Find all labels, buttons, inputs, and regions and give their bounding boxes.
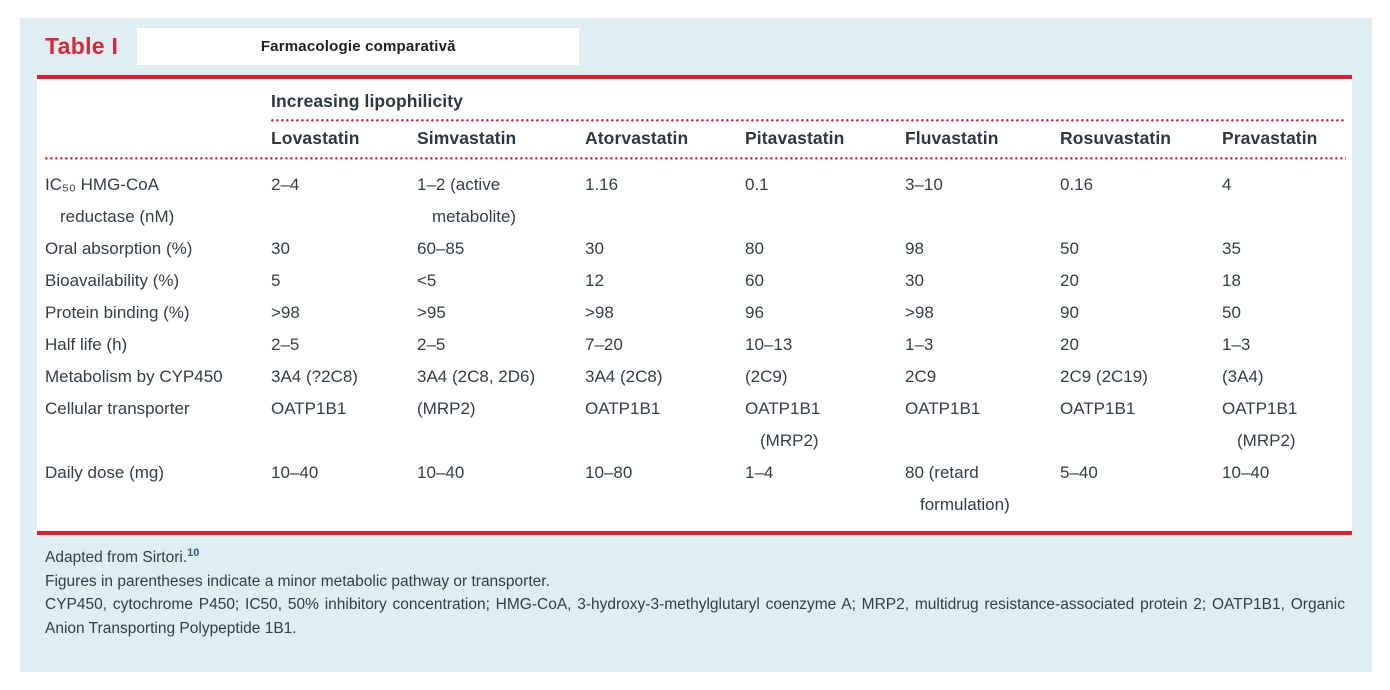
table-cell: [585, 329, 745, 361]
citation-ref[interactable]: 10: [187, 546, 200, 559]
table-cell: [905, 457, 1060, 521]
table-cell: [905, 169, 1060, 233]
table-row: [45, 393, 1346, 457]
table-cell: [1060, 457, 1222, 521]
table-cell-line: 10–40: [417, 463, 465, 482]
row-label: [45, 297, 271, 329]
table-cell-line: 35: [1222, 239, 1241, 258]
table-cell-line: 20: [1060, 335, 1079, 354]
table-cell-line: 5: [271, 271, 281, 290]
table-cell-line: (3A4): [1222, 367, 1264, 386]
row-label-line: Bioavailability (%): [45, 271, 180, 290]
table-cell: [585, 297, 745, 329]
table-cell: [745, 233, 905, 265]
table-cell-line: 7–20: [585, 335, 623, 354]
table-cell: [585, 361, 745, 393]
table-label: Table I: [45, 33, 119, 59]
table-cell-line: 3A4 (2C8, 2D6): [417, 367, 536, 386]
table-row: [45, 169, 1346, 233]
table-cell-line: OATP1B1: [1060, 399, 1136, 418]
column-header-rosuvastatin: Rosuvastatin: [1060, 128, 1172, 148]
table-cell: [585, 169, 745, 233]
table-cell-line: OATP1B1: [905, 399, 981, 418]
table-cell: [1060, 265, 1222, 297]
table-cell-line: 5–40: [1060, 463, 1098, 482]
table-title: Farmacologie comparativă: [260, 38, 456, 55]
table-cell: [417, 393, 585, 457]
table-cell-line: 96: [745, 303, 764, 322]
table-row: [45, 265, 1346, 297]
table-row: [45, 329, 1346, 361]
row-label: [45, 265, 271, 297]
row-label-line: Half life (h): [45, 335, 128, 354]
table-cell: [585, 457, 745, 521]
table-cell-line: 60: [745, 271, 764, 290]
table-cell-line: 1–3: [905, 335, 934, 354]
table-cell: [271, 169, 417, 233]
table-row: [45, 361, 1346, 393]
table-cell: [271, 265, 417, 297]
row-label-line: Daily dose (mg): [45, 463, 165, 482]
table-cell-line: 3–10: [905, 175, 943, 194]
table-cell: [417, 297, 585, 329]
table-cell-line: 10–80: [585, 463, 633, 482]
table-rows: [45, 160, 1346, 521]
table-panel: [20, 18, 1372, 672]
footnote-source-text: Adapted from Sirtori.: [45, 549, 188, 566]
table-cell-line: 60–85: [417, 239, 465, 258]
table-row: [45, 457, 1346, 521]
table-cell-line: 90: [1060, 303, 1079, 322]
row-label-line: Protein binding (%): [45, 303, 190, 322]
table-cell: [745, 361, 905, 393]
table-cell-line: 2–4: [271, 175, 300, 194]
column-header-atorvastatin: Atorvastatin: [585, 128, 689, 148]
table-row: [45, 297, 1346, 329]
table-cell-line: metabolite): [432, 207, 517, 226]
table-cell: [1222, 265, 1346, 297]
row-label-line: Metabolism by CYP450: [45, 367, 223, 386]
table-cell-line: 2–5: [271, 335, 300, 354]
table-cell: [417, 169, 585, 233]
row-label-line: reductase (nM): [60, 207, 175, 226]
table-cell: [1222, 361, 1346, 393]
table-cell: [1060, 361, 1222, 393]
table-cell-line: 80 (retard: [905, 463, 979, 482]
row-label: [45, 361, 271, 393]
table-cell-line: (MRP2): [1237, 431, 1296, 450]
table-cell-line: 2–5: [417, 335, 446, 354]
table-header: [20, 18, 1372, 75]
column-header-pitavastatin: Pitavastatin: [745, 128, 845, 148]
table-cell: [271, 457, 417, 521]
table-cell: [905, 361, 1060, 393]
table-cell-line: 1–4: [745, 463, 774, 482]
table-cell: [905, 265, 1060, 297]
table-cell-line: >98: [585, 303, 614, 322]
table-cell: [1222, 297, 1346, 329]
table-cell: [905, 233, 1060, 265]
group-header-main: [271, 79, 1346, 122]
table-cell: [417, 233, 585, 265]
table-cell-line: 3A4 (2C8): [585, 367, 663, 386]
table-cell-line: >98: [271, 303, 300, 322]
table-cell-line: 50: [1222, 303, 1241, 322]
group-header-row: [45, 79, 1346, 122]
column-header-lovastatin: Lovastatin: [271, 128, 360, 148]
table-cell: [271, 393, 417, 457]
table-cell-line: (2C9): [745, 367, 788, 386]
row-label-line: Cellular transporter: [45, 399, 190, 418]
table-cell: [1222, 393, 1346, 457]
table-cell: [1222, 233, 1346, 265]
row-label: [45, 233, 271, 265]
table-cell-line: 18: [1222, 271, 1241, 290]
table-row: [45, 233, 1346, 265]
table-cell: [1222, 169, 1346, 233]
table-cell-line: 0.16: [1060, 175, 1094, 194]
table-body: [37, 79, 1352, 531]
table-cell-line: 1–2 (active: [417, 175, 501, 194]
table-cell-line: 3A4 (?2C8): [271, 367, 358, 386]
table-cell: [1060, 233, 1222, 265]
table-cell: [417, 457, 585, 521]
table-cell: [1060, 169, 1222, 233]
table-cell: [417, 329, 585, 361]
table-cell: [745, 329, 905, 361]
table-cell: [745, 265, 905, 297]
table-cell: [271, 329, 417, 361]
table-cell-line: 2C9 (2C19): [1060, 367, 1148, 386]
table-cell: [905, 297, 1060, 329]
table-cell-line: 30: [585, 239, 604, 258]
table-cell-line: 30: [271, 239, 290, 258]
row-label-header-empty: [45, 122, 271, 157]
table-cell-line: 1.16: [585, 175, 619, 194]
footnote-note: Figures in parentheses indicate a minor metabolic pathway or transporter.: [45, 572, 550, 590]
column-header-simvastatin: Simvastatin: [417, 128, 517, 148]
table-cell-line: 30: [905, 271, 924, 290]
table-cell-line: 10–40: [1222, 463, 1270, 482]
table-cell-line: OATP1B1: [585, 399, 661, 418]
group-header-spacer: [45, 79, 271, 122]
row-label: [45, 169, 271, 233]
table-cell-line: 0.1: [745, 175, 769, 194]
table-cell: [1222, 329, 1346, 361]
table-cell: [905, 393, 1060, 457]
footnote-abbreviations: CYP450, cytochrome P450; IC50, 50% inhibitory concentration; HMG-CoA, 3-hydroxy-3-methylglutaryl coenzyme A; MRP2, multidrug resistance-associated protein 2; OATP1B1, Organic Anion Transporting Polypeptide 1B1.: [45, 596, 1345, 637]
group-header: Increasing lipophilicity: [271, 91, 464, 111]
table-cell: [585, 393, 745, 457]
table-cell: [585, 233, 745, 265]
table-cell: [1060, 329, 1222, 361]
footnote-source: [45, 546, 1345, 570]
table-cell: [1060, 297, 1222, 329]
table-cell: [417, 265, 585, 297]
table-cell: [585, 265, 745, 297]
row-label: [45, 457, 271, 521]
table-cell-line: 12: [585, 271, 604, 290]
table-cell-line: OATP1B1: [271, 399, 347, 418]
table-cell-line: 2C9: [905, 367, 937, 386]
table-cell-line: 1–3: [1222, 335, 1251, 354]
table-cell: [271, 361, 417, 393]
table-cell: [745, 169, 905, 233]
table-cell-line: 50: [1060, 239, 1079, 258]
table-cell: [1222, 457, 1346, 521]
footnotes: [20, 535, 1372, 640]
table-cell-line: >98: [905, 303, 934, 322]
table-cell-line: OATP1B1: [745, 399, 821, 418]
column-header-row: [45, 122, 1346, 157]
row-label-line: Oral absorption (%): [45, 239, 193, 258]
table-cell-line: formulation): [920, 495, 1010, 514]
table-cell-line: OATP1B1: [1222, 399, 1298, 418]
row-label-line: IC₅₀ HMG-CoA: [45, 175, 160, 194]
table-cell-line: >95: [417, 303, 446, 322]
table-cell: [271, 297, 417, 329]
table-cell: [1060, 393, 1222, 457]
table-cell-line: 80: [745, 239, 764, 258]
table-cell-line: (MRP2): [417, 399, 476, 418]
table-cell-line: 20: [1060, 271, 1079, 290]
column-header-pravastatin: Pravastatin: [1222, 128, 1318, 148]
table-cell: [905, 329, 1060, 361]
table-cell-line: 98: [905, 239, 924, 258]
table-cell: [271, 233, 417, 265]
table-cell-line: (MRP2): [760, 431, 819, 450]
table-cell-line: 10–40: [271, 463, 319, 482]
table-cell-line: 10–13: [745, 335, 793, 354]
table-cell: [745, 297, 905, 329]
row-label: [45, 329, 271, 361]
table-cell: [745, 393, 905, 457]
column-header-fluvastatin: Fluvastatin: [905, 128, 999, 148]
table-title-box: [137, 28, 579, 65]
row-label: [45, 393, 271, 457]
table-cell: [417, 361, 585, 393]
table-cell-line: <5: [417, 271, 437, 290]
table-cell: [745, 457, 905, 521]
table-cell-line: 4: [1222, 175, 1232, 194]
